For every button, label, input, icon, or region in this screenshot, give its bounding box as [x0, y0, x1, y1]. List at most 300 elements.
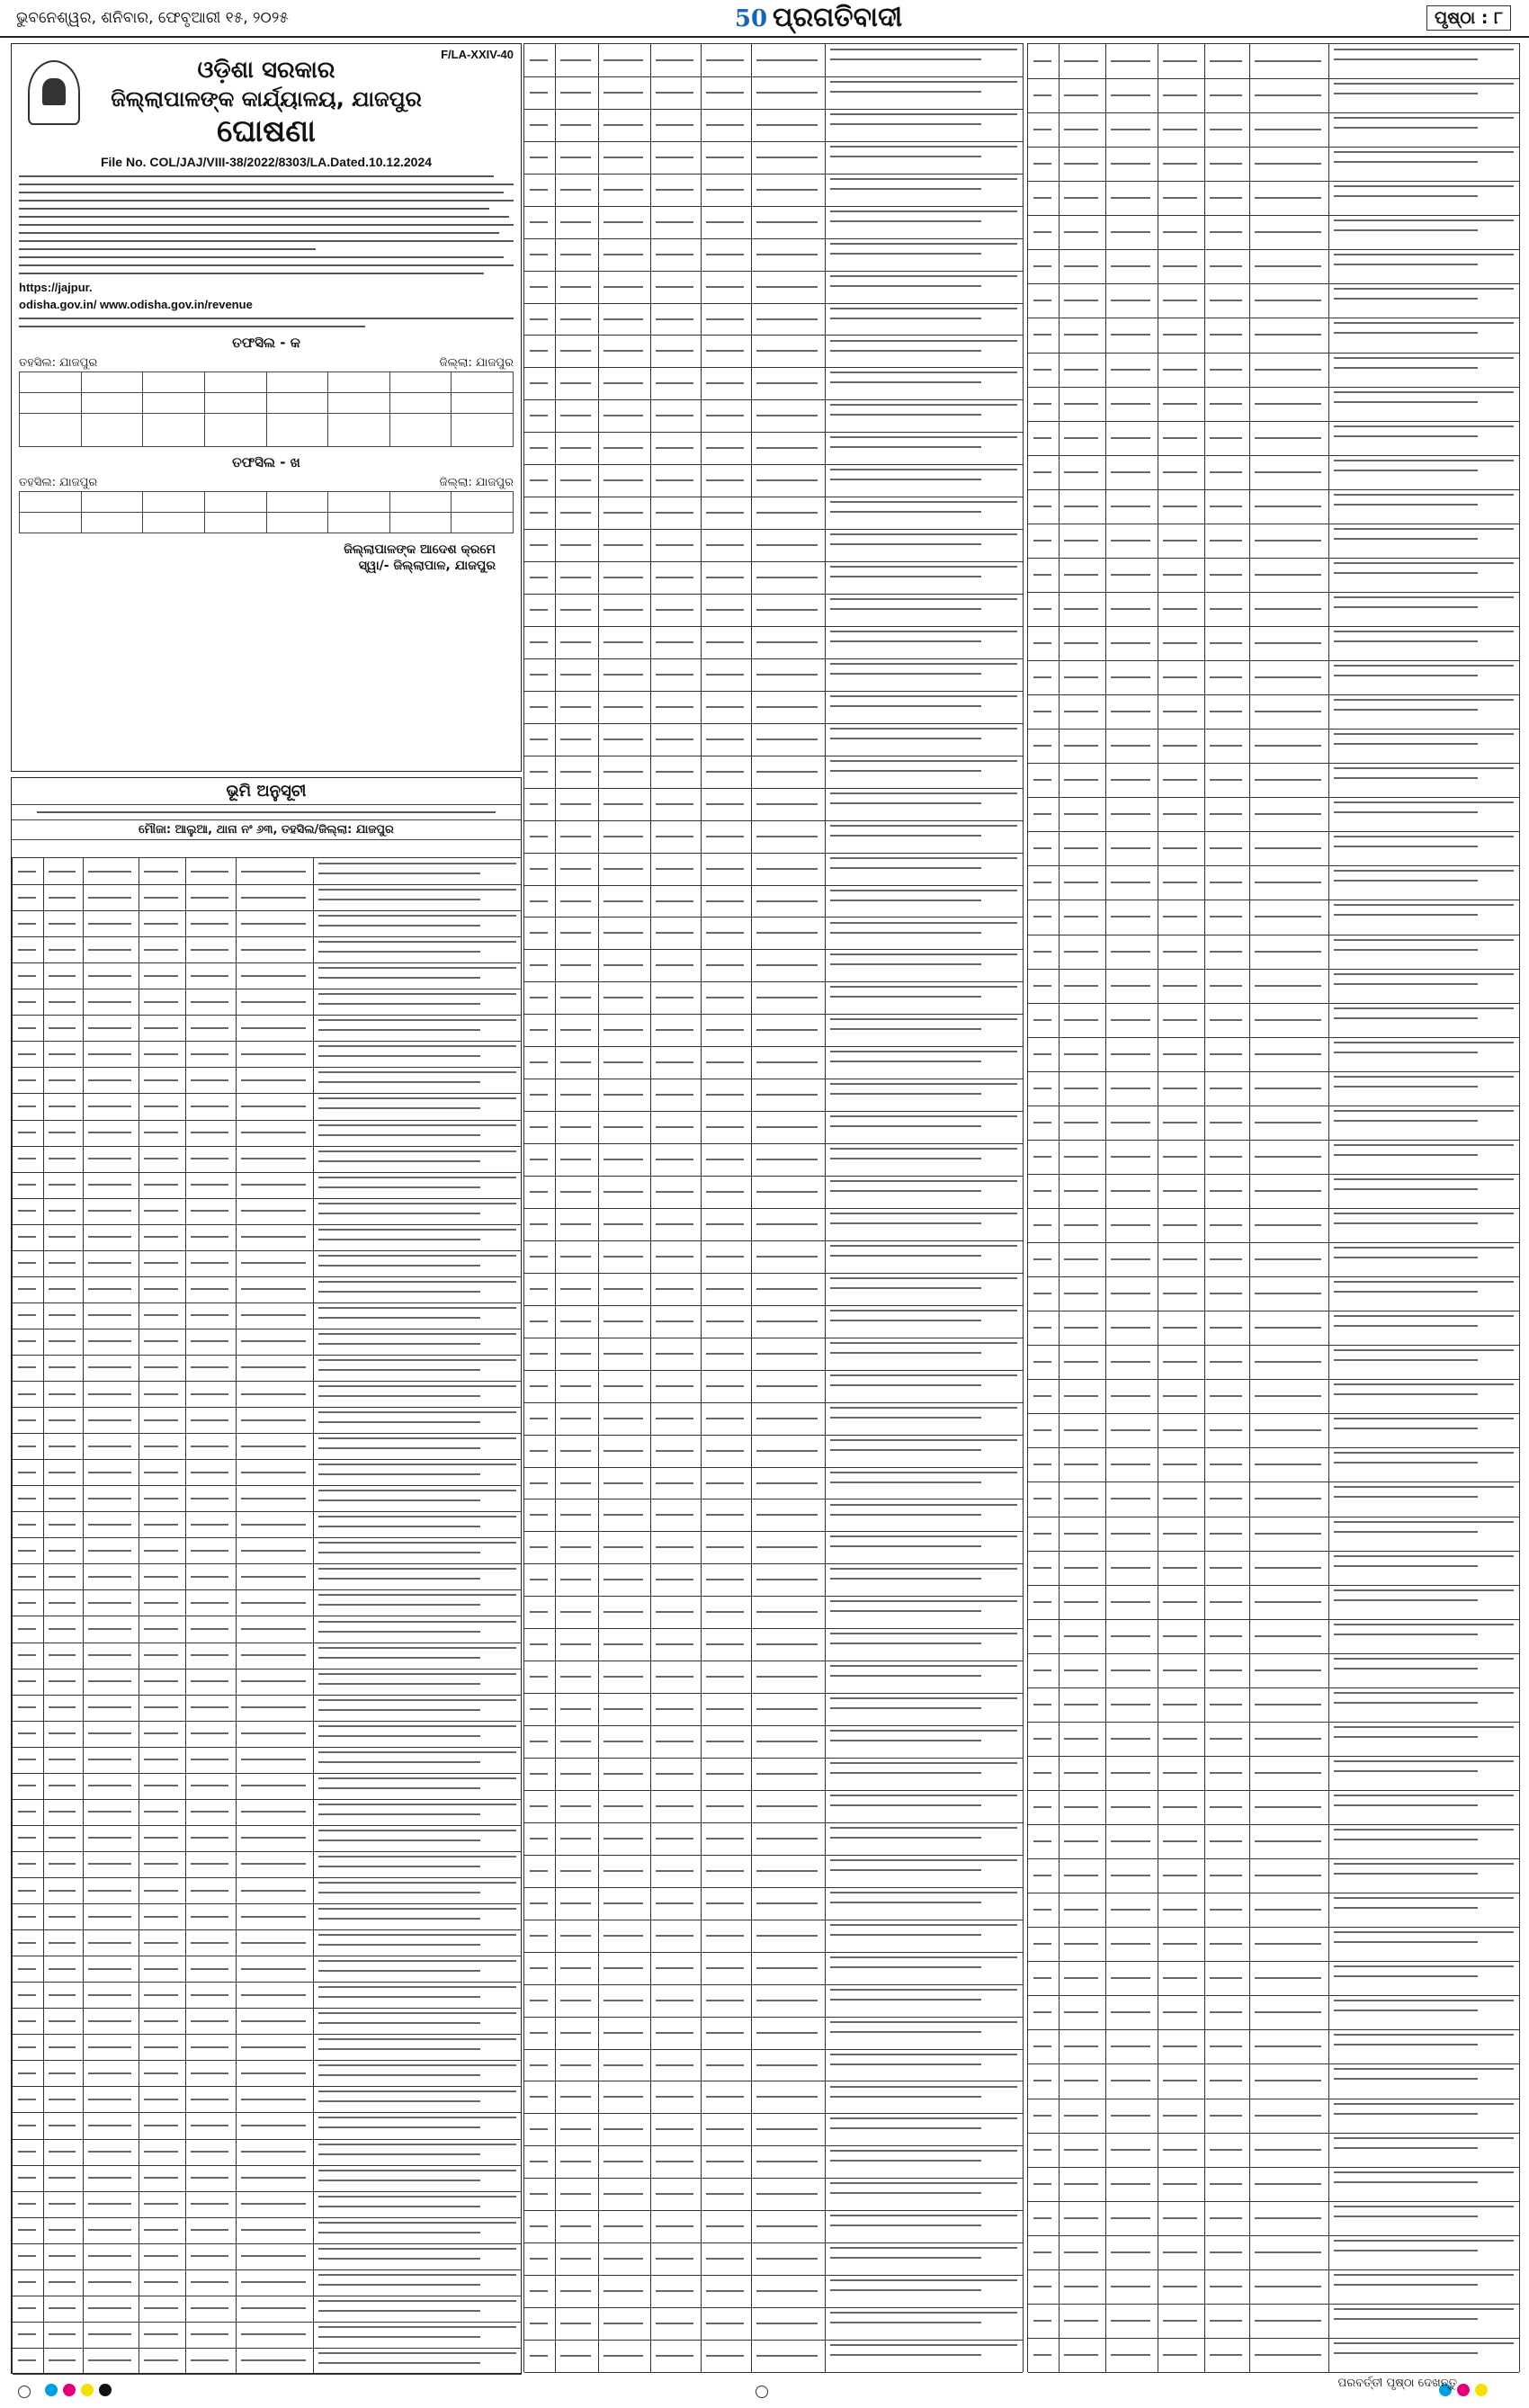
- cell-value-mark: [1111, 608, 1150, 610]
- cell-value-mark: [1064, 1224, 1098, 1226]
- cell-value-mark: [656, 1256, 693, 1258]
- table-row: [1028, 353, 1519, 388]
- owner-text-line: [318, 1124, 516, 1126]
- district-label-2: ଜିଲ୍ଲା: ଯାଜପୁର: [439, 476, 514, 489]
- cell-value-mark: [18, 1628, 36, 1630]
- table-row: [1028, 935, 1519, 970]
- cell-value-mark: [1033, 471, 1051, 473]
- cell-value-mark: [1255, 2080, 1321, 2081]
- cell-value-mark: [1210, 1601, 1242, 1603]
- owner-text-line: [1334, 1120, 1478, 1122]
- owner-text-line: [318, 1255, 516, 1257]
- owner-text-line: [318, 2170, 516, 2171]
- owner-text-line: [318, 1421, 480, 1423]
- table-row: [13, 1982, 522, 2009]
- cell-value-mark: [1064, 334, 1098, 336]
- owner-text-line: [1334, 870, 1514, 872]
- cell-value-mark: [144, 1811, 178, 1813]
- cell-value-mark: [604, 1450, 643, 1452]
- cell-value-mark: [1255, 2183, 1321, 2185]
- table-row: [1028, 660, 1519, 695]
- table-row: [1028, 900, 1519, 935]
- cell-value-mark: [530, 59, 548, 61]
- cell-value-mark: [88, 1785, 131, 1786]
- cell-value-mark: [191, 1550, 228, 1552]
- owner-text-line: [830, 1795, 1017, 1796]
- cell-value-mark: [1111, 2251, 1150, 2253]
- cell-value-mark: [1255, 1601, 1321, 1603]
- cell-value-mark: [530, 739, 548, 740]
- table-row: [1028, 112, 1519, 148]
- cell-value-mark: [49, 1550, 76, 1552]
- cell-value-mark: [241, 2020, 306, 2022]
- owner-text-line: [1334, 1760, 1514, 1762]
- cell-value-mark: [756, 1870, 818, 1872]
- cell-value-mark: [1163, 1567, 1197, 1569]
- cell-value-mark: [241, 1942, 306, 1944]
- cell-value-mark: [191, 1863, 228, 1865]
- cell-value-mark: [49, 1968, 76, 1970]
- cell-value-mark: [604, 1546, 643, 1548]
- cell-value-mark: [1163, 60, 1197, 62]
- cell-value-mark: [49, 2177, 76, 2179]
- table-row: [1028, 1311, 1519, 1346]
- cell-value-mark: [706, 1546, 744, 1548]
- cell-value-mark: [1163, 1429, 1197, 1431]
- owner-text-line: [830, 1665, 1017, 1667]
- cell-value-mark: [656, 2355, 693, 2357]
- cell-value-mark: [530, 1385, 548, 1387]
- cell-value-mark: [144, 1184, 178, 1186]
- cell-value-mark: [1255, 1224, 1321, 1226]
- owner-text-line: [1334, 401, 1478, 403]
- owner-text-line: [1334, 151, 1514, 153]
- cell-value-mark: [656, 59, 693, 61]
- table-row: [1028, 2235, 1519, 2270]
- owner-text-line: [1334, 2078, 1478, 2080]
- table-row: [13, 884, 522, 911]
- cell-value-mark: [144, 1472, 178, 1473]
- cell-value-mark: [604, 1870, 643, 1872]
- cell-value-mark: [530, 318, 548, 320]
- cell-value-mark: [1111, 60, 1150, 62]
- owner-text-line: [1334, 1975, 1478, 1977]
- table-row: [524, 1920, 1023, 1953]
- cell-value-mark: [88, 2281, 131, 2283]
- cell-value-mark: [1064, 1909, 1098, 1911]
- cell-value-mark: [1033, 1327, 1051, 1329]
- cell-value-mark: [756, 479, 818, 481]
- cell-value-mark: [1064, 951, 1098, 953]
- cell-value-mark: [49, 897, 76, 899]
- cell-value-mark: [604, 1353, 643, 1355]
- cell-value-mark: [1111, 1909, 1150, 1911]
- cell-value-mark: [191, 1027, 228, 1029]
- cell-value-mark: [1163, 916, 1197, 918]
- owner-text-line: [1334, 777, 1478, 779]
- cell-value-mark: [560, 2355, 591, 2357]
- cell-value-mark: [1064, 1395, 1098, 1397]
- owner-text-line: [830, 1180, 1017, 1182]
- cell-value-mark: [706, 1838, 744, 1840]
- owner-text-line: [830, 1310, 1017, 1311]
- table-row: [13, 1616, 522, 1643]
- cell-value-mark: [144, 1262, 178, 1264]
- owner-text-line: [830, 1148, 1017, 1150]
- owner-text-line: [830, 2312, 1017, 2314]
- cell-value-mark: [1064, 1498, 1098, 1499]
- cell-value-mark: [1163, 1190, 1197, 1192]
- cell-value-mark: [756, 1935, 818, 1937]
- cell-value-mark: [1064, 1772, 1098, 1774]
- owner-text-line: [830, 1158, 981, 1159]
- cell-value-mark: [1111, 2183, 1150, 2185]
- cell-value-mark: [1033, 1601, 1051, 1603]
- cell-value-mark: [1064, 437, 1098, 439]
- owner-text-line: [1334, 83, 1514, 85]
- cell-value-mark: [49, 1785, 76, 1786]
- cell-value-mark: [1255, 813, 1321, 815]
- table-row: [524, 529, 1023, 562]
- owner-text-line: [318, 2090, 516, 2092]
- cell-value-mark: [88, 1210, 131, 1212]
- cell-value-mark: [1163, 265, 1197, 267]
- owner-text-line: [830, 770, 981, 772]
- cell-value-mark: [88, 1863, 131, 1865]
- cell-value-mark: [1255, 916, 1321, 918]
- schedule-ka-table: [19, 371, 514, 447]
- cell-value-mark: [18, 1837, 36, 1839]
- cell-value-mark: [1064, 1361, 1098, 1363]
- owner-text-line: [1334, 1599, 1478, 1601]
- cell-value-mark: [530, 1676, 548, 1678]
- cell-value-mark: [49, 1053, 76, 1055]
- cell-value-mark: [756, 1288, 818, 1290]
- cell-value-mark: [560, 1838, 591, 1840]
- owner-text-line: [830, 1924, 1017, 1926]
- cell-value-mark: [1033, 265, 1051, 267]
- cell-value-mark: [656, 674, 693, 676]
- cell-value-mark: [144, 2099, 178, 2100]
- cell-value-mark: [1064, 2045, 1098, 2047]
- cell-value-mark: [1064, 1293, 1098, 1294]
- cell-value-mark: [1255, 2286, 1321, 2287]
- cell-value-mark: [1033, 779, 1051, 781]
- cell-value-mark: [1163, 1327, 1197, 1329]
- table-row: [524, 1014, 1023, 1047]
- owner-text-line: [318, 1960, 516, 1962]
- owner-text-line: [1334, 880, 1478, 882]
- cell-value-mark: [756, 1773, 818, 1775]
- cell-value-mark: [1111, 1258, 1150, 1260]
- cell-value-mark: [1210, 1224, 1242, 1226]
- table-row: [524, 399, 1023, 433]
- cell-value-mark: [656, 1546, 693, 1548]
- table-row: [13, 1563, 522, 1590]
- table-row: [524, 2242, 1023, 2276]
- owner-text-line: [1334, 1110, 1514, 1112]
- cell-value-mark: [1111, 1464, 1150, 1465]
- cell-value-mark: [604, 415, 643, 416]
- cell-value-mark: [1111, 231, 1150, 233]
- owner-text-line: [318, 1411, 516, 1413]
- owner-text-line: [1334, 2206, 1514, 2207]
- cell-value-mark: [756, 836, 818, 837]
- cell-value-mark: [756, 2290, 818, 2292]
- owner-text-line: [1334, 2103, 1514, 2105]
- cell-value-mark: [756, 900, 818, 902]
- cell-value-mark: [560, 674, 591, 676]
- owner-text-line: [830, 2021, 1017, 2023]
- owner-text-line: [1334, 1795, 1514, 1796]
- owner-text-line: [1334, 1634, 1478, 1635]
- cell-value-mark: [18, 949, 36, 951]
- owner-text-line: [830, 1633, 1017, 1634]
- owner-text-line: [1334, 1531, 1478, 1533]
- cell-value-mark: [1033, 1669, 1051, 1671]
- owner-text-line: [830, 2344, 1017, 2346]
- owner-text-line: [830, 2117, 1017, 2119]
- cell-value-mark: [656, 2064, 693, 2066]
- table-row: [1028, 831, 1519, 866]
- table-row: [13, 1747, 522, 1774]
- cell-value-mark: [604, 1935, 643, 1937]
- owner-text-line: [1334, 572, 1478, 574]
- owner-text-line: [830, 1051, 1017, 1052]
- owner-text-line: [830, 1643, 981, 1644]
- cell-value-mark: [241, 2177, 306, 2179]
- cell-value-mark: [604, 1126, 643, 1128]
- cell-value-mark: [88, 1576, 131, 1578]
- owner-text-line: [1334, 1086, 1478, 1088]
- cell-value-mark: [706, 1708, 744, 1710]
- cell-value-mark: [1033, 1258, 1051, 1260]
- cell-value-mark: [18, 2333, 36, 2335]
- owner-text-line: [1334, 2147, 1478, 2149]
- cell-value-mark: [1111, 642, 1150, 644]
- owner-text-line: [318, 1631, 480, 1633]
- cell-value-mark: [241, 1890, 306, 1892]
- cell-value-mark: [191, 2255, 228, 2257]
- cell-value-mark: [1255, 1464, 1321, 1465]
- owner-text-line: [830, 1697, 1017, 1699]
- owner-text-line: [1334, 2000, 1514, 2001]
- table-row: [1028, 1653, 1519, 1688]
- cell-value-mark: [756, 2161, 818, 2162]
- owner-text-line: [830, 1804, 981, 1806]
- cell-value-mark: [706, 1741, 744, 1742]
- cell-value-mark: [241, 2229, 306, 2231]
- cell-value-mark: [604, 2355, 643, 2357]
- cell-value-mark: [1033, 2115, 1051, 2117]
- cell-value-mark: [88, 1472, 131, 1473]
- cell-value-mark: [1033, 1429, 1051, 1431]
- cell-value-mark: [1163, 2011, 1197, 2013]
- cell-value-mark: [530, 1094, 548, 1096]
- cell-value-mark: [604, 609, 643, 611]
- cell-value-mark: [1033, 2354, 1051, 2356]
- cell-value-mark: [1255, 471, 1321, 473]
- table-row: [1028, 1037, 1519, 1072]
- owner-text-line: [830, 436, 1017, 438]
- cell-value-mark: [604, 2258, 643, 2260]
- cell-value-mark: [1064, 265, 1098, 267]
- table-row: [1028, 2269, 1519, 2305]
- table-row: [1028, 147, 1519, 182]
- cell-value-mark: [1033, 985, 1051, 987]
- cell-value-mark: [756, 92, 818, 94]
- cell-value-mark: [530, 1223, 548, 1225]
- cell-value-mark: [560, 2258, 591, 2260]
- cell-value-mark: [656, 124, 693, 126]
- cell-value-mark: [656, 2193, 693, 2195]
- cell-value-mark: [1033, 1361, 1051, 1363]
- owner-text-line: [318, 1996, 480, 1998]
- owner-text-line: [318, 1621, 516, 1623]
- cell-value-mark: [656, 739, 693, 740]
- owner-text-line: [830, 1934, 981, 1936]
- cell-value-mark: [530, 1320, 548, 1322]
- cell-value-mark: [656, 2225, 693, 2227]
- cell-value-mark: [18, 897, 36, 899]
- cell-value-mark: [530, 1935, 548, 1937]
- cell-value-mark: [656, 1579, 693, 1580]
- cell-value-mark: [144, 897, 178, 899]
- cell-value-mark: [144, 1288, 178, 1290]
- schedule-ka-heading: ତଫସିଲ - କ: [232, 335, 300, 351]
- cell-value-mark: [560, 1805, 591, 1807]
- cell-value-mark: [88, 2203, 131, 2205]
- table-row: [13, 858, 522, 885]
- owner-text-line: [1334, 1829, 1514, 1831]
- owner-text-line: [830, 576, 981, 577]
- owner-text-line: [830, 792, 1017, 794]
- cell-value-mark: [88, 2046, 131, 2048]
- cell-value-mark: [88, 1654, 131, 1656]
- owner-text-line: [1334, 93, 1478, 94]
- cell-value-mark: [144, 1628, 178, 1630]
- cell-value-mark: [1255, 1533, 1321, 1535]
- cell-value-mark: [560, 479, 591, 481]
- cell-value-mark: [1064, 676, 1098, 678]
- cell-value-mark: [1163, 985, 1197, 987]
- cell-value-mark: [706, 2355, 744, 2357]
- cell-value-mark: [241, 1288, 306, 1290]
- table-row: [524, 1079, 1023, 1112]
- website-link-1[interactable]: https://jajpur.: [19, 281, 93, 294]
- owner-text-line: [1334, 631, 1514, 632]
- cell-value-mark: [1255, 1977, 1321, 1979]
- cell-value-mark: [18, 1498, 36, 1499]
- cell-value-mark: [706, 997, 744, 998]
- notice-body: [19, 175, 514, 274]
- cell-value-mark: [560, 1482, 591, 1484]
- table-row: [524, 820, 1023, 854]
- cell-value-mark: [560, 997, 591, 998]
- cell-value-mark: [1064, 1464, 1098, 1465]
- table-row: [13, 1695, 522, 1722]
- cell-value-mark: [756, 544, 818, 546]
- cell-value-mark: [656, 1029, 693, 1031]
- website-link-2[interactable]: odisha.gov.in/ www.odisha.gov.in/revenue: [19, 298, 253, 311]
- cell-value-mark: [756, 1708, 818, 1710]
- owner-text-line: [1334, 1770, 1478, 1772]
- owner-text-line: [1334, 1076, 1514, 1078]
- cell-value-mark: [1064, 2115, 1098, 2117]
- cell-value-mark: [604, 706, 643, 708]
- cell-value-mark: [1064, 1601, 1098, 1603]
- cell-value-mark: [144, 2307, 178, 2309]
- owner-text-line: [830, 2192, 981, 2194]
- cell-value-mark: [530, 868, 548, 870]
- cell-value-mark: [604, 318, 643, 320]
- cell-value-mark: [144, 1759, 178, 1760]
- cell-value-mark: [604, 2000, 643, 2001]
- cell-value-mark: [530, 1191, 548, 1193]
- table-row: [13, 2296, 522, 2323]
- table-row: [13, 2034, 522, 2061]
- cell-value-mark: [1210, 2354, 1242, 2356]
- owner-text-line: [830, 1061, 981, 1062]
- cell-value-mark: [656, 1935, 693, 1937]
- owner-text-line: [830, 1600, 1017, 1602]
- cell-value-mark: [706, 577, 744, 578]
- cell-value-mark: [560, 1643, 591, 1645]
- cell-value-mark: [49, 1079, 76, 1081]
- table-row: [13, 1276, 522, 1303]
- cell-value-mark: [1064, 1156, 1098, 1158]
- registration-mark-center-icon: [756, 2386, 768, 2398]
- land-schedule-location: ମୌଜା: ଆଲୁଆ, ଥାନା ନଂ ୬୩, ତହସିଲ/ଜିଲ୍ଲା: ଯାଜପୁର: [12, 820, 521, 840]
- owner-text-line: [318, 2326, 516, 2328]
- cell-value-mark: [1064, 1875, 1098, 1876]
- cell-value-mark: [49, 923, 76, 925]
- cell-value-mark: [756, 1385, 818, 1387]
- cell-value-mark: [191, 2281, 228, 2283]
- cell-value-mark: [756, 1353, 818, 1355]
- cell-value-mark: [1064, 916, 1098, 918]
- cell-value-mark: [1210, 951, 1242, 953]
- cell-value-mark: [144, 1837, 178, 1839]
- cell-value-mark: [604, 1579, 643, 1580]
- cell-value-mark: [756, 124, 818, 126]
- owner-text-line: [318, 1516, 516, 1517]
- owner-text-line: [318, 1229, 516, 1231]
- cell-value-mark: [530, 1159, 548, 1160]
- cell-value-mark: [1255, 1395, 1321, 1397]
- land-table-3: [1027, 43, 1520, 2372]
- table-row: [1028, 1379, 1519, 1414]
- cell-value-mark: [1255, 1498, 1321, 1499]
- cell-value-mark: [1064, 574, 1098, 576]
- cell-value-mark: [1163, 231, 1197, 233]
- owner-text-line: [318, 1291, 480, 1293]
- cell-value-mark: [191, 2307, 228, 2309]
- cell-value-mark: [1210, 1533, 1242, 1535]
- cell-value-mark: [191, 2359, 228, 2361]
- cell-value-mark: [1064, 1840, 1098, 1842]
- owner-text-line: [1334, 1658, 1514, 1660]
- owner-text-line: [1334, 229, 1478, 231]
- table-row: [13, 2060, 522, 2087]
- owner-text-line: [830, 963, 981, 965]
- owner-text-line: [1334, 2342, 1514, 2344]
- table-row: [1028, 1619, 1519, 1654]
- table-row: [524, 464, 1023, 497]
- cell-value-mark: [1163, 471, 1197, 473]
- owner-text-line: [830, 1384, 981, 1386]
- cell-value-mark: [88, 1340, 131, 1342]
